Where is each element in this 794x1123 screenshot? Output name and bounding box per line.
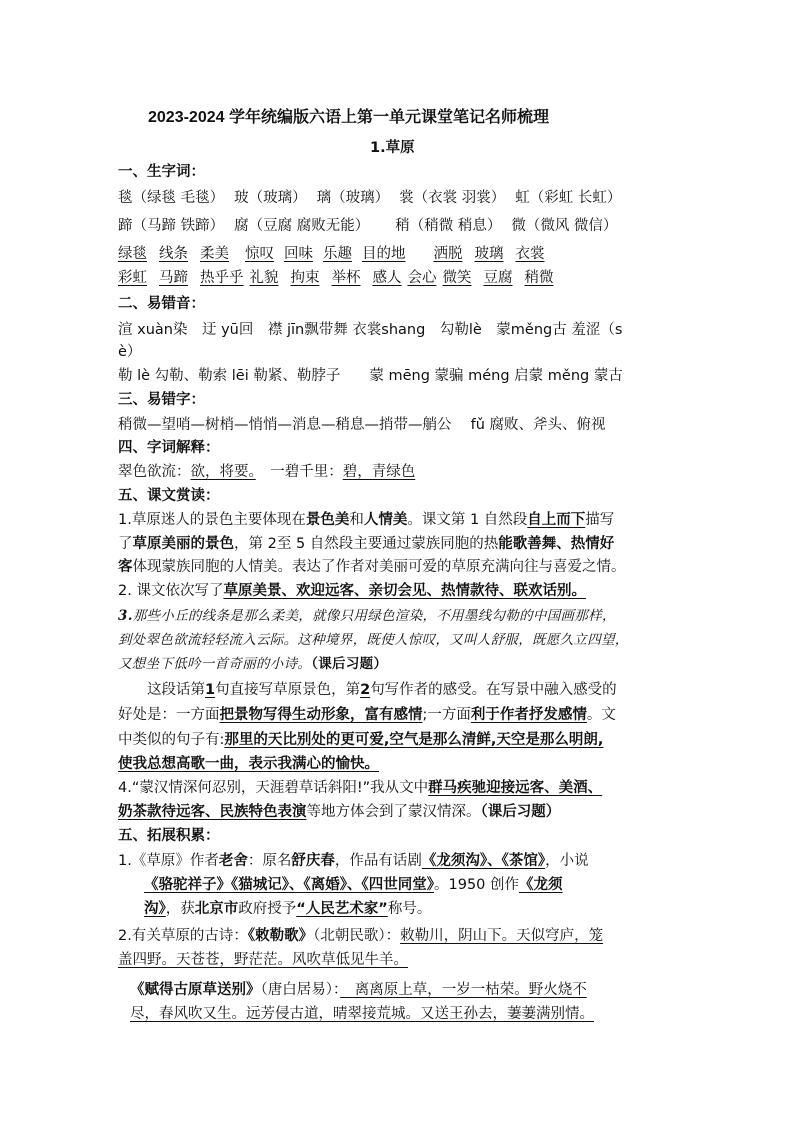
word: 豆腐 xyxy=(483,270,513,286)
vocab-item: 腐（豆腐 腐败无能） xyxy=(234,218,370,234)
appreciation-p1-line3: 客体现蒙族同胞的人情美。表达了作者对美丽可爱的草原充满向往与喜爱之情。 xyxy=(118,559,626,575)
characters-line-1: 稍微—望哨—树梢—悄悄—消息—稍息—捎带—艄公 fǔ 腐败、斧头、俯视 xyxy=(118,417,606,433)
word: 玻璃 xyxy=(474,246,504,262)
section-heading-definitions: 四、字词解释： xyxy=(118,440,220,456)
word: 衣裳 xyxy=(515,246,545,262)
vocab-item: 毯（绿毯 毛毯） xyxy=(118,190,225,206)
extension-p1-line3: 沟》，获北京市政府授予“人民艺术家”称号。 xyxy=(144,901,432,917)
section-heading-appreciation: 五、课文赏读： xyxy=(118,488,220,504)
word: 会心 xyxy=(407,270,437,286)
word: 柔美 xyxy=(200,246,229,262)
analysis-line-1: 这段话第1句直接写草原景色，第2句写作者的感受。在写景中融入感受的 xyxy=(118,682,617,698)
quote-line-1: 3.那些小丘的线条是那么柔美，就像只用绿色渲染，不用墨线勾勒的中国画那样， xyxy=(118,608,616,624)
vocab-item: 稍（稍微 稍息） xyxy=(395,218,502,234)
quote-line-2: 到处翠色欲流轻轻流入云际。这种境界，既使人惊叹，又叫人舒服，既愿久立四望， xyxy=(118,632,629,648)
word-list-2 xyxy=(118,268,554,288)
appreciation-p4-line1: 4.“蒙汉情深何忍别，天涯碧草话斜阳!”我从文中群马疾驰迎接远客、美酒、 xyxy=(118,780,603,796)
definitions-line: 翠色欲流：欲，将要。 一碧千里：碧，青绿色 xyxy=(118,464,416,480)
section-heading-pronunciation: 二、易错音： xyxy=(118,296,205,312)
pronunciation-line-1: 渲 xuàn染 迂 yū回 襟 jīn飘带舞 衣裳shang 勾勒lè 蒙měng古 羞涩（s xyxy=(118,322,623,338)
pronunciation-line-3: 勒 lè 勾勒、勒索 lēi 勒紧、勒脖子 蒙 mēng 蒙骗 méng 启蒙 měng 蒙古 xyxy=(118,368,623,384)
word-list-1 xyxy=(118,244,559,264)
appreciation-p2: 2. 课文依次写了草原美景、欢迎远客、亲切会见、热情款待、联欢话别。 xyxy=(118,583,586,599)
page-title: 2023-2024 学年统编版六语上第一单元课堂笔记名师梳理 xyxy=(148,109,549,126)
pronunciation-line-2: è） xyxy=(118,344,142,360)
extension-p3-line1: 《赋得古原草送别》（唐白居易）： 离离原上草，一岁一枯荣。野火烧不 xyxy=(130,982,587,998)
word: 目的地 xyxy=(362,246,406,262)
vocab-item: 裳（衣裳 羽裳） xyxy=(399,190,506,206)
vocab-row-1 xyxy=(118,188,621,208)
word: 绿毯 xyxy=(118,246,147,262)
word: 感人 xyxy=(372,270,402,286)
word: 惊叹 xyxy=(245,246,274,262)
word: 彩虹 xyxy=(118,270,147,286)
appreciation-p1-line1: 1.草原迷人的景色主要体现在景色美和人情美。课文第 1 自然段自上而下描写 xyxy=(118,512,615,528)
word: 线条 xyxy=(159,246,188,262)
extension-p3-line2: 尽，春风吹又生。远芳侵古道，晴翠接荒城。又送王孙去，萋萋满别情。 xyxy=(130,1006,594,1022)
vocab-item: 微（微风 微信） xyxy=(511,218,618,234)
word: 回味 xyxy=(284,246,313,262)
section-heading-vocab: 一、生字词： xyxy=(118,164,205,180)
word: 礼貌 xyxy=(249,270,279,286)
appreciation-p1-line2: 了草原美丽的景色，第 2至 5 自然段主要通过蒙族同胞的热能歌善舞、热情好 xyxy=(118,536,615,552)
vocab-item: 虹（彩虹 长虹） xyxy=(515,190,622,206)
extension-p1-line2: 《骆驼祥子》《猫城记》、《离婚》、《四世同堂》。1950 创作《龙须 xyxy=(144,877,563,893)
vocab-item: 蹄（马蹄 铁蹄） xyxy=(118,218,225,234)
word: 乐趣 xyxy=(323,246,352,262)
section-heading-extension: 五、拓展积累： xyxy=(118,828,220,844)
word: 洒脱 xyxy=(433,246,463,262)
word: 热乎乎 xyxy=(200,270,244,286)
extension-p1-line1: 1.《草原》作者老舍：原名舒庆春，作品有话剧《龙须沟》、《茶馆》，小说 xyxy=(118,853,589,869)
analysis-line-2: 好处是：一方面把景物写得生动形象，富有感情;一方面利于作者抒发感情。文 xyxy=(118,707,616,723)
section-heading-characters: 三、易错字： xyxy=(118,392,205,408)
analysis-line-3: 中类似的句子有:那里的天比别处的更可爱,空气是那么清鲜,天空是那么明朗, xyxy=(118,732,604,748)
word: 稍微 xyxy=(524,270,554,286)
vocab-row-2 xyxy=(118,216,617,236)
quote-line-3: 又想坐下低吟一首奇丽的小诗。（课后习题） xyxy=(118,656,388,672)
vocab-item: 玻（玻璃） xyxy=(234,190,307,206)
word: 微笑 xyxy=(442,270,472,286)
word: 马蹄 xyxy=(159,270,188,286)
word: 举杯 xyxy=(331,270,361,286)
extension-p2-line2: 盖四野。天苍苍，野茫茫。风吹草低见牛羊。 xyxy=(118,952,408,968)
vocab-item: 璃（玻璃） xyxy=(316,190,390,206)
lesson-title: 1.草原 xyxy=(370,140,415,156)
appreciation-p4-line2: 奶茶款待远客、民族特色表演等地方体会到了蒙汉情深。（课后习题） xyxy=(118,804,561,820)
word: 拘束 xyxy=(290,270,320,286)
extension-p2-line1: 2.有关草原的古诗：《敕勒歌》（北朝民歌）：敕勒川，阴山下。天似穹庐，笼 xyxy=(118,928,604,944)
analysis-line-4: 使我总想高歌一曲，表示我满心的愉快。 xyxy=(118,756,379,772)
